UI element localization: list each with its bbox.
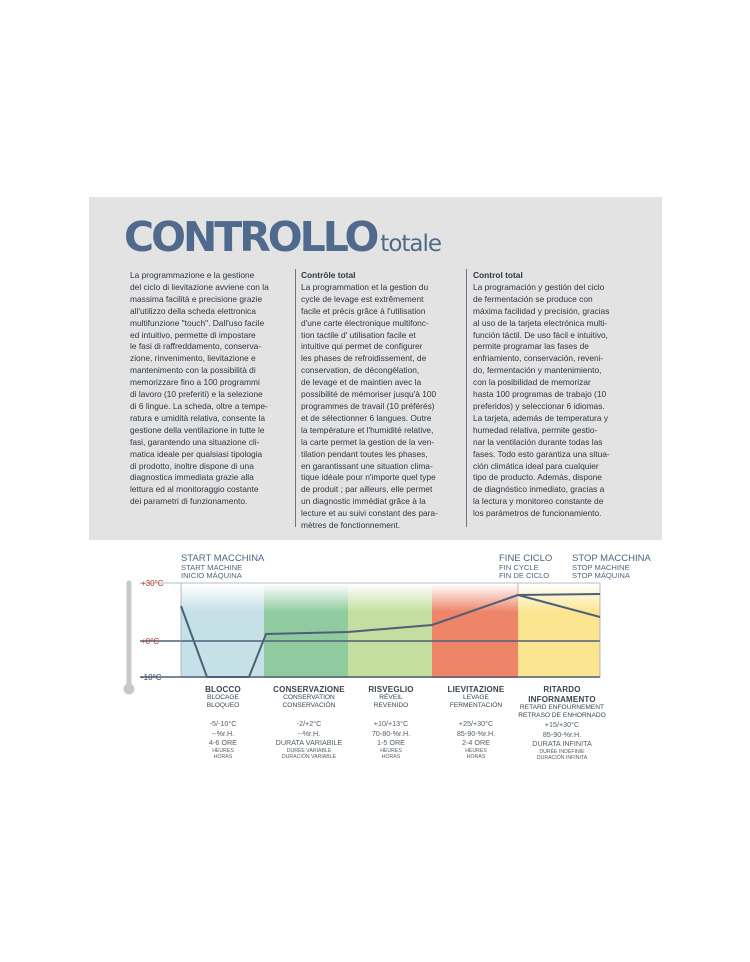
text-line: dei parametri di funzionamento. — [130, 496, 248, 507]
text-line: un diagnostic immédiat grâce à la — [301, 496, 426, 507]
text-line: ción climática ideal para cualquier — [473, 460, 599, 471]
title-sub: totale — [380, 231, 442, 257]
text-line: con la posibilidad de memorizar — [473, 377, 591, 388]
stop-machine-label: STOP MACCHINA STOP MACHINE STOP MÁQUINA — [572, 553, 651, 580]
title-main: CONTROLLO — [124, 213, 377, 261]
text-line: matica ideale per qualsiasi tipologia — [130, 448, 263, 459]
text-line: facile et précis grâce à l'utilisation — [301, 305, 426, 316]
text-line: tion tactile d' utilisation facile et — [301, 329, 416, 340]
text-line: intuitive qui permet de configurer — [301, 341, 423, 352]
text-line: multifunzione "touch". Dall'uso facile — [130, 317, 265, 328]
text-line: gestione della ventilazione in tutte le — [130, 424, 265, 435]
text-line: programmes de travail (10 préférés) — [301, 400, 435, 411]
french-title: Contrôle total — [301, 270, 356, 280]
text-line: La tarjeta, además de temperatura y — [473, 412, 609, 423]
text-line: memorizzare fino a 100 programmi — [130, 377, 260, 388]
text-line: preferidos) y seleccionar 6 idiomas. — [473, 400, 605, 411]
text-line: diagnostica immediata grazie alla — [130, 472, 254, 483]
text-line: conservation, de décongélation, — [301, 365, 420, 376]
phase-band-conservazione — [264, 584, 348, 678]
text-line: les phases de refroidissement, de — [301, 353, 427, 364]
text-line: zione, rinvenimento, lievitazione e — [130, 353, 256, 364]
text-line: do, fermentación y mantenimiento, — [473, 365, 602, 376]
temp-label-plus30: +30°C — [141, 579, 164, 588]
end-cycle-label: FINE CICLO FIN CYCLE FIN DE CICLO — [499, 553, 553, 580]
text-line: en garantissant une situation clima- — [301, 460, 433, 471]
text-line: all'utilizzo della scheda elettronica — [130, 305, 256, 316]
text-line: mètres de fonctionnement. — [301, 520, 401, 531]
text-line: la lectura y monitoreo constante de — [473, 496, 604, 507]
text-line: de fermentación se produce con — [473, 293, 593, 304]
text-line: la température et l'humidité relative, — [301, 424, 434, 435]
temp-label-zero: +0°C — [141, 637, 160, 646]
text-line: ratura e umidità relativa, consente la — [130, 412, 266, 423]
temp-label-minus10: -10°C — [141, 673, 162, 682]
phase-lievitazione: LIEVITAZIONE LEVAGE FERMENTACIÓN +25/+30°C 85-90-%r.H. 2-4 ORE HEURES HORAS — [447, 685, 505, 760]
text-line: de produit ; par ailleurs, elle permet — [301, 484, 433, 495]
text-line: et de sélectionner 6 langues. Outre — [301, 412, 432, 423]
text-line: tique idéale pour n'importe quel type — [301, 472, 436, 483]
text-line: La programmazione e la gestione — [130, 270, 255, 280]
text-line: di lavoro (10 preferiti) e la selezione — [130, 389, 263, 400]
text-line: ed intuitivo, permette di impostare — [130, 329, 256, 340]
phase-risveglio: RISVEGLIO RÉVEIL REVENIDO +10/+13°C 70-80-%r.H. 1-5 ORE HEURES HORAS — [368, 685, 414, 760]
text-line: fases. Todo esto garantiza una situa- — [473, 448, 610, 459]
text-line: tipo de producto. Además, dispone — [473, 472, 602, 483]
text-line: de diagnóstico inmediato, gracias a — [473, 484, 605, 495]
text-line: massima facilità e precisione grazie — [130, 293, 263, 304]
text-line: lettura ed al monitoraggio costante — [130, 484, 259, 495]
text-line: fasi, garantendo una situazione cli- — [130, 436, 260, 447]
phase-conservazione: CONSERVAZIONE CONSERVATION CONSERVACIÓN -2/+2°C --%r.H. DURATA VARIABILE DURÉE VARIABLE DURACIÓN VARIABLE — [273, 685, 345, 760]
start-machine-label: START MACCHINA START MACHINE INICIO MÁQUINA — [181, 553, 265, 580]
text-line: La programación y gestión del ciclo — [473, 281, 605, 292]
text-line: de levage et de maintien avec la — [301, 377, 422, 388]
text-line: al uso de la tarjeta electrónica multi- — [473, 317, 608, 328]
text-line: la carte permet la gestion de la ven- — [301, 436, 435, 447]
text-line: di prodotto, inoltre dispone di una — [130, 460, 254, 471]
phase-ritardo: RITARDO INFORNAMENTO RETARD ENFOURNEMENT RETRASO DE ENHORNADO +15/+30°C 85-90-%r.H. DURATA INFINITA DURÉE INDÉFINIE DURACIÓN INFINITA — [518, 685, 606, 761]
text-line: La programmation et la gestion du — [301, 281, 429, 292]
phase-blocco: BLOCCO BLOCAGE BLOQUEO -5/-10°C --%r.H. 4-6 ORE HEURES HORAS — [205, 685, 241, 760]
text-line: tilation pendant toutes les phases, — [301, 448, 428, 459]
text-line: función táctil. De uso fácil e intuitivo, — [473, 329, 608, 340]
phase-band-blocco — [181, 584, 264, 678]
text-line: possibilité de mémoriser jusqu'à 100 — [301, 389, 437, 400]
text-line: nar la ventilación durante todas las — [473, 436, 603, 447]
spanish-title: Control total — [473, 270, 523, 280]
text-line: le fasi di raffreddamento, conserva- — [130, 341, 262, 352]
text-line: del ciclo di lievitazione avviene con la — [130, 281, 269, 292]
text-line: los parámetros de funcionamiento. — [473, 508, 602, 519]
text-line: di 6 lingue. La scheda, oltre a tempe- — [130, 400, 268, 411]
text-line: lecture et au suivi constant des para- — [301, 508, 438, 519]
text-line: cycle de levage est extrêmement — [301, 293, 424, 304]
text-line: d'une carte électronique multifonc- — [301, 317, 429, 328]
text-line: mantenimento con la possibilità di — [130, 365, 256, 376]
thermometer-bulb — [124, 684, 135, 695]
text-line: enfriamiento, conservación, reveni- — [473, 353, 604, 364]
text-line: humedad relativa, permite gestio- — [473, 424, 598, 435]
text-line: máxima facilidad y precisión, gracias — [473, 305, 610, 316]
text-line: permite programar las fases de — [473, 341, 589, 352]
phase-band-lievitazione — [432, 584, 518, 678]
text-line: hasta 100 programas de trabajo (10 — [473, 389, 607, 400]
